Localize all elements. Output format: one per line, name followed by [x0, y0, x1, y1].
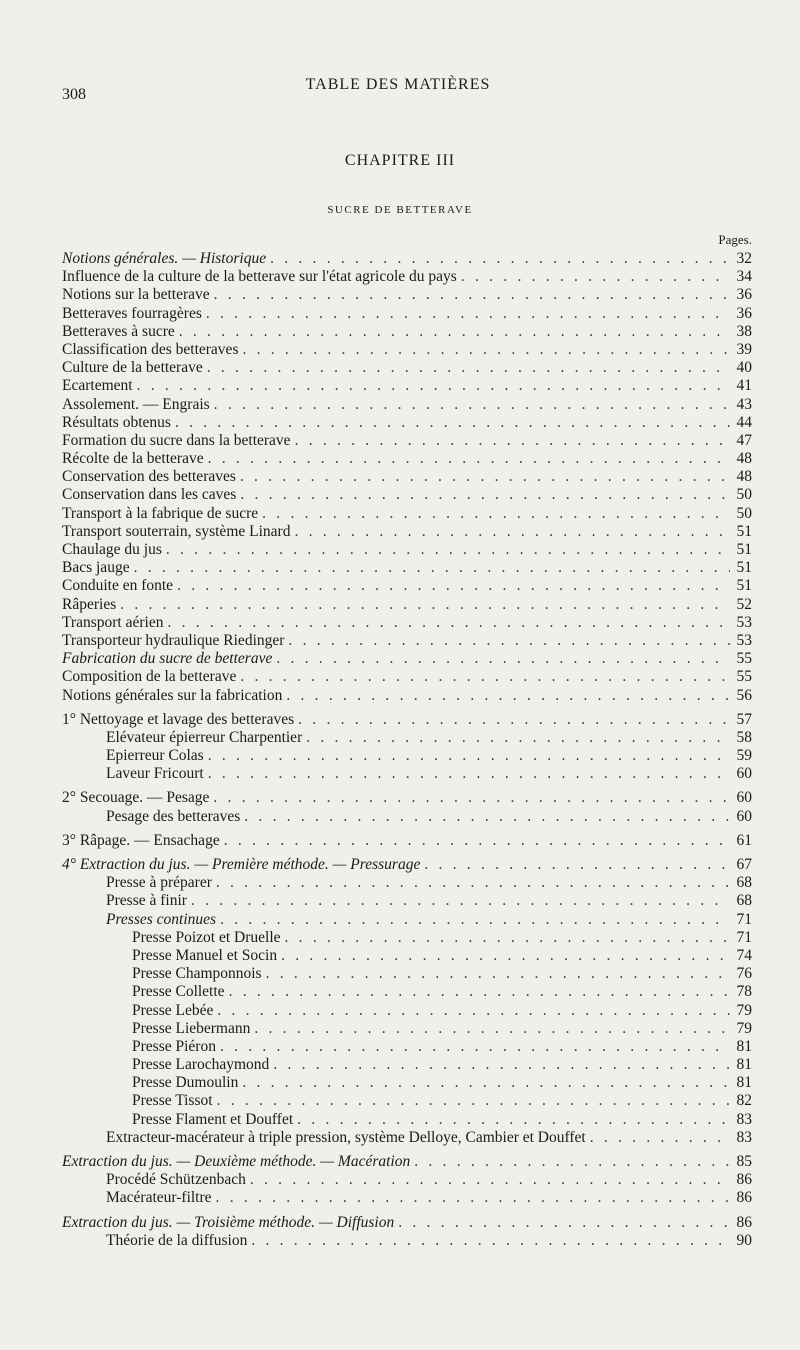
toc-entry-page: 59 — [736, 747, 752, 765]
dot-leader — [262, 505, 730, 523]
dot-leader — [213, 789, 730, 807]
toc-entry — [62, 650, 752, 668]
toc-entry-page: 81 — [736, 1056, 752, 1074]
toc-entry-label: 1° Nettoyage et lavage des betteraves — [62, 710, 295, 728]
toc-entry-page: 71 — [736, 928, 752, 946]
toc-entry-label: Macérateur-filtre — [106, 1189, 212, 1207]
dot-leader — [177, 577, 730, 595]
toc-entry — [62, 947, 752, 965]
dot-leader — [214, 286, 730, 304]
toc-entry — [62, 808, 752, 826]
dot-leader — [166, 541, 730, 559]
dot-leader — [179, 323, 730, 341]
toc-entry — [62, 1214, 752, 1232]
toc-entry-label: Betteraves fourragères — [62, 304, 202, 322]
toc-entry-page: 86 — [736, 1213, 752, 1231]
toc-entry — [62, 468, 752, 486]
dot-leader — [208, 450, 730, 468]
toc-entry-label: Formation du sucre dans la betterave — [62, 431, 291, 449]
toc-entry-page: 78 — [736, 983, 752, 1001]
toc-entry-page: 86 — [736, 1171, 752, 1189]
dot-leader — [240, 468, 730, 486]
toc-entry-page: 60 — [736, 765, 752, 783]
toc-entry — [62, 765, 752, 783]
toc-entry-label: Procédé Schützenbach — [106, 1171, 246, 1189]
toc-entry-label: Conduite en fonte — [62, 577, 174, 595]
toc-entry-label: Conservation dans les caves — [62, 486, 237, 504]
toc-entry — [62, 1074, 752, 1092]
dot-leader — [224, 832, 730, 850]
dot-leader — [590, 1129, 730, 1147]
toc-entry-page: 50 — [736, 486, 752, 504]
toc-entry-label: Ecartement — [62, 377, 133, 395]
toc-entry — [62, 1038, 752, 1056]
toc-entry — [62, 305, 752, 323]
chapter-subtitle: SUCRE DE BETTERAVE — [327, 204, 473, 216]
toc-entry-page: 85 — [736, 1153, 752, 1170]
toc-entry — [62, 614, 752, 632]
toc-entry-page: 55 — [736, 668, 752, 686]
toc-entry-label: Extraction du jus. — Deuxième méthode. — Macération — [62, 1153, 411, 1170]
toc-entry-label: Râperies — [62, 595, 117, 613]
dot-leader — [214, 396, 730, 414]
toc-entry-label: 2° Secouage. — Pesage — [62, 789, 210, 807]
toc-entry-page: 51 — [736, 541, 752, 558]
toc-entry-page: 68 — [736, 892, 752, 910]
dot-leader — [251, 1232, 730, 1250]
toc-entry-label: Résultats obtenus — [62, 413, 171, 431]
toc-entry-label: Betteraves à sucre — [62, 322, 175, 340]
toc-entry — [62, 1189, 752, 1207]
toc-entry-page: 74 — [736, 946, 752, 964]
toc-entry-page: 60 — [736, 807, 752, 825]
dot-leader — [244, 808, 730, 826]
toc-entry-label: Extracteur-macérateur à triple pression, système Delloye, Cambier et Douffet — [106, 1128, 586, 1146]
toc-entry — [62, 1056, 752, 1074]
dot-leader — [266, 965, 730, 983]
toc-entry-label: Laveur Fricourt — [106, 765, 204, 783]
toc-entry — [62, 268, 752, 286]
dot-leader — [191, 892, 730, 910]
toc-entry-page: 52 — [736, 595, 752, 613]
toc-entry-label: Transport souterrain, système Linard — [62, 522, 291, 540]
toc-entry — [62, 359, 752, 377]
dot-leader — [414, 1153, 730, 1171]
toc-entry-label: Récolte de la betterave — [62, 450, 204, 468]
toc-entry-label: Notions générales. — Historique — [62, 250, 267, 267]
toc-entry — [62, 874, 752, 892]
toc-entry-page: 55 — [736, 650, 752, 668]
toc-entry — [62, 1092, 752, 1110]
toc-entry — [62, 856, 752, 874]
toc-entry-page: 43 — [736, 395, 752, 413]
toc-entry-page: 81 — [736, 1074, 752, 1092]
toc-entry-page: 53 — [736, 631, 752, 649]
toc-entry-page: 83 — [736, 1110, 752, 1128]
toc-entry-page: 50 — [736, 504, 752, 522]
toc-entry — [62, 450, 752, 468]
toc-entry — [62, 559, 752, 577]
toc-entry-label: Transporteur hydraulique Riedinger — [62, 631, 285, 649]
toc-entry-page: 40 — [736, 359, 752, 377]
page-number: 308 — [62, 86, 86, 103]
toc-entry — [62, 286, 752, 304]
dot-leader — [206, 305, 730, 323]
toc-entry — [62, 965, 752, 983]
toc-entry-page: 48 — [736, 468, 752, 486]
dot-leader — [286, 687, 730, 705]
toc-entry-page: 79 — [736, 1001, 752, 1019]
toc-entry-label: Fabrication du sucre de betterave — [62, 650, 273, 668]
dot-leader — [240, 486, 730, 504]
dot-leader — [276, 650, 730, 668]
toc-entry — [62, 523, 752, 541]
dot-leader — [461, 268, 730, 286]
dot-leader — [297, 1111, 730, 1129]
toc-entry-page: 32 — [736, 250, 752, 267]
toc-entry-page: 82 — [736, 1092, 752, 1110]
toc-entry-label: Presse Larochaymond — [132, 1056, 270, 1074]
toc-entry-page: 86 — [736, 1189, 752, 1207]
toc-entry-label: Presse Lebée — [132, 1001, 214, 1019]
toc-entry-label: Notions générales sur la fabrication — [62, 686, 283, 704]
dot-leader — [398, 1214, 730, 1232]
toc-entry — [62, 1129, 752, 1147]
toc-entry-label: Classification des betteraves — [62, 340, 239, 358]
toc-entry-page: 51 — [736, 577, 752, 595]
dot-leader — [217, 1092, 730, 1110]
toc-entry-label: Presses continues — [106, 910, 217, 928]
toc-entry-label: Transport à la fabrique de sucre — [62, 504, 259, 522]
dot-leader — [285, 929, 730, 947]
toc-entry — [62, 432, 752, 450]
toc-entry-label: Composition de la betterave — [62, 668, 237, 686]
toc-entry-page: 38 — [736, 322, 752, 340]
toc-entry-label: Culture de la betterave — [62, 359, 203, 377]
dot-leader — [220, 911, 730, 929]
dot-leader — [281, 947, 730, 965]
dot-leader — [175, 414, 730, 432]
toc-entry-page: 56 — [736, 686, 752, 704]
toc-entry-page: 39 — [736, 340, 752, 358]
dot-leader — [216, 874, 730, 892]
toc-entry-label: Théorie de la diffusion — [106, 1231, 248, 1249]
dot-leader — [288, 632, 730, 650]
toc-entry — [62, 1232, 752, 1250]
toc-entry — [62, 892, 752, 910]
toc-entry-label: Extraction du jus. — Troisième méthode. — Diffusion — [62, 1213, 395, 1231]
toc-entry-label: Conservation des betteraves — [62, 468, 236, 486]
toc-entry-page: 79 — [736, 1019, 752, 1037]
dot-leader — [295, 432, 730, 450]
toc-entry-page: 68 — [736, 874, 752, 892]
toc-entry-page: 36 — [736, 286, 752, 304]
toc-entry — [62, 596, 752, 614]
dot-leader — [424, 856, 730, 874]
toc-entry — [62, 396, 752, 414]
dot-leader — [208, 747, 730, 765]
toc-entry-label: Notions sur la betterave — [62, 286, 210, 304]
dot-leader — [167, 614, 730, 632]
toc-entry — [62, 1111, 752, 1129]
toc-entry-label: Chaulage du jus — [62, 541, 162, 558]
toc-entry-label: Elévateur épierreur Charpentier — [106, 728, 303, 746]
toc-entry — [62, 729, 752, 747]
toc-entry — [62, 687, 752, 705]
toc-entry-page: 61 — [736, 831, 752, 849]
toc-entry-page: 58 — [736, 728, 752, 746]
dot-leader — [298, 711, 730, 729]
table-of-contents — [62, 250, 752, 1250]
toc-entry — [62, 1020, 752, 1038]
toc-entry-page: 60 — [736, 789, 752, 807]
toc-entry — [62, 929, 752, 947]
toc-entry-page: 71 — [736, 910, 752, 928]
dot-leader — [254, 1020, 730, 1038]
running-title: TABLE DES MATIÈRES — [305, 76, 491, 93]
toc-entry-page: 90 — [736, 1231, 752, 1249]
toc-entry-label: Presse Collette — [132, 983, 225, 1001]
toc-entry-label: Presse à préparer — [106, 874, 212, 892]
dot-leader — [306, 729, 730, 747]
toc-entry — [62, 505, 752, 523]
toc-entry-label: Pesage des betteraves — [106, 807, 241, 825]
toc-entry-page: 36 — [736, 304, 752, 322]
toc-entry-page: 83 — [736, 1128, 752, 1146]
toc-entry — [62, 250, 752, 268]
toc-entry-label: Presse Poizot et Druelle — [132, 928, 281, 946]
toc-entry-label: 3° Râpage. — Ensachage — [62, 831, 220, 849]
toc-entry — [62, 323, 752, 341]
toc-entry — [62, 911, 752, 929]
page-header — [62, 76, 734, 103]
toc-entry — [62, 1171, 752, 1189]
toc-entry-label: Presse Flament et Douffet — [132, 1110, 294, 1128]
toc-entry-label: Influence de la culture de la betterave sur l'état agricole du pays — [62, 268, 457, 286]
toc-entry-label: Presse Champonnois — [132, 965, 262, 983]
dot-leader — [240, 668, 730, 686]
dot-leader — [207, 359, 730, 377]
toc-entry — [62, 668, 752, 686]
dot-leader — [242, 1074, 730, 1092]
toc-entry — [62, 341, 752, 359]
toc-entry-label: Presse Liebermann — [132, 1019, 251, 1037]
toc-entry-label: Presse Tissot — [132, 1092, 213, 1110]
toc-entry-label: Presse Dumoulin — [132, 1074, 239, 1092]
toc-entry — [62, 983, 752, 1001]
toc-entry-page: 34 — [736, 268, 752, 286]
dot-leader — [137, 377, 730, 395]
toc-entry-page: 44 — [736, 413, 752, 431]
toc-entry-page: 47 — [736, 431, 752, 449]
dot-leader — [120, 596, 730, 614]
dot-leader — [270, 250, 730, 268]
toc-entry — [62, 486, 752, 504]
toc-entry-label: Assolement. — Engrais — [62, 395, 210, 413]
dot-leader — [217, 1002, 730, 1020]
dot-leader — [208, 765, 730, 783]
dot-leader — [134, 559, 730, 577]
dot-leader — [216, 1189, 730, 1207]
toc-entry — [62, 541, 752, 559]
dot-leader — [220, 1038, 730, 1056]
dot-leader — [250, 1171, 730, 1189]
toc-entry-label: Bacs jauge — [62, 559, 130, 577]
dot-leader — [294, 523, 730, 541]
toc-entry-page: 48 — [736, 450, 752, 468]
toc-entry-page: 67 — [736, 856, 752, 873]
toc-entry-page: 51 — [736, 559, 752, 577]
toc-entry-label: Presse à finir — [106, 892, 187, 910]
toc-entry-label: Transport aérien — [62, 613, 164, 631]
toc-entry — [62, 711, 752, 729]
toc-entry-page: 41 — [736, 377, 752, 395]
toc-entry — [62, 377, 752, 395]
toc-entry-label: Epierreur Colas — [106, 747, 204, 765]
toc-entry-page: 76 — [736, 965, 752, 983]
toc-entry-page: 51 — [736, 522, 752, 540]
dot-leader — [229, 983, 730, 1001]
toc-entry-page: 81 — [736, 1037, 752, 1055]
pages-column-label: Pages. — [718, 232, 752, 247]
toc-entry — [62, 747, 752, 765]
toc-entry — [62, 414, 752, 432]
toc-entry-label: 4° Extraction du jus. — Première méthode. — Pressurage — [62, 856, 421, 873]
toc-entry-page: 57 — [736, 710, 752, 728]
toc-entry — [62, 1002, 752, 1020]
chapter-title: CHAPITRE III — [344, 152, 456, 169]
toc-entry-page: 53 — [736, 613, 752, 631]
toc-entry — [62, 832, 752, 850]
toc-entry — [62, 577, 752, 595]
toc-entry-label: Presse Piéron — [132, 1037, 216, 1055]
toc-entry-label: Presse Manuel et Socin — [132, 946, 278, 964]
toc-entry — [62, 1153, 752, 1171]
dot-leader — [273, 1056, 730, 1074]
toc-entry — [62, 789, 752, 807]
dot-leader — [242, 341, 730, 359]
toc-entry — [62, 632, 752, 650]
